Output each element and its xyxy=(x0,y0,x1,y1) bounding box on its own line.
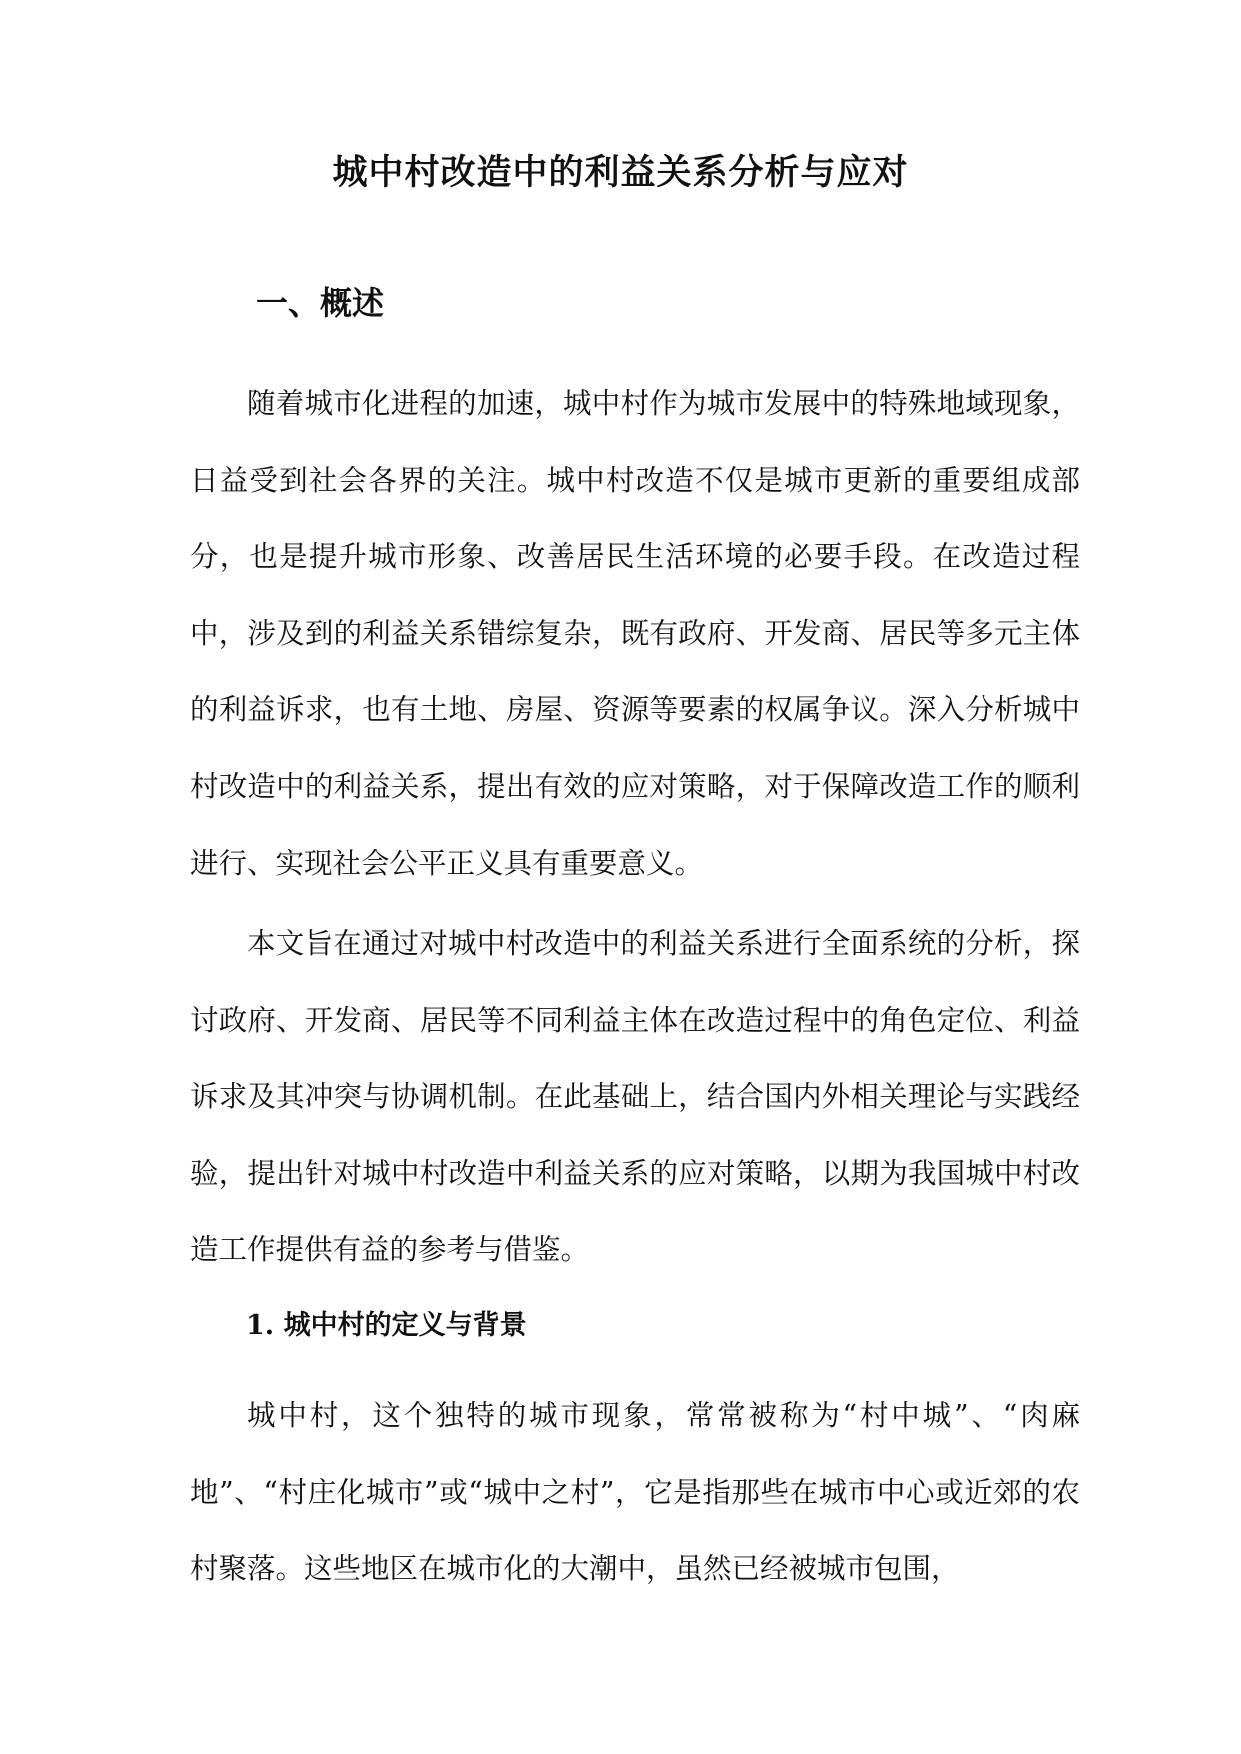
paragraph-overview-1: 随着城市化进程的加速，城中村作为城市发展中的特殊地域现象，日益受到社会各界的关注。城中村改造不仅是城市更新的重要组成部分，也是提升城市形象、改善居民生活环境的必要手段。在改造过程中，涉及到的利益关系错综复杂，既有政府、开发商、居民等多元主体的利益诉求，也有土地、房屋、资源等要素的权属争议。深入分析城中村改造中的利益关系，提出有效的应对策略，对于保障改造工作的顺利进行、实现社会公平正义具有重要意义。 xyxy=(190,387,1080,880)
section-heading-overview: 一、概述 xyxy=(256,284,385,322)
document-title: 城中村改造中的利益关系分析与应对 xyxy=(332,152,909,193)
paragraph-definition-1: 城中村，这个独特的城市现象，常常被称为“村中城”、“肉麻地”、“村庄化城市”或“城中之村”，它是指那些在城市中心或近郊的农村聚落。这些地区在城市化的大潮中，虽然已经被城市包围， xyxy=(190,1399,1080,1586)
paragraph-overview-2: 本文旨在通过对城中村改造中的利益关系进行全面系统的分析，探讨政府、开发商、居民等不同利益主体在改造过程中的角色定位、利益诉求及其冲突与协调机制。在此基础上，结合国内外相关理论与实践经验，提出针对城中村改造中利益关系的应对策略，以期为我国城中村改造工作提供有益的参考与借鉴。 xyxy=(190,927,1080,1267)
subsection-heading-definition: 1. 城中村的定义与背景 xyxy=(246,1310,527,1341)
